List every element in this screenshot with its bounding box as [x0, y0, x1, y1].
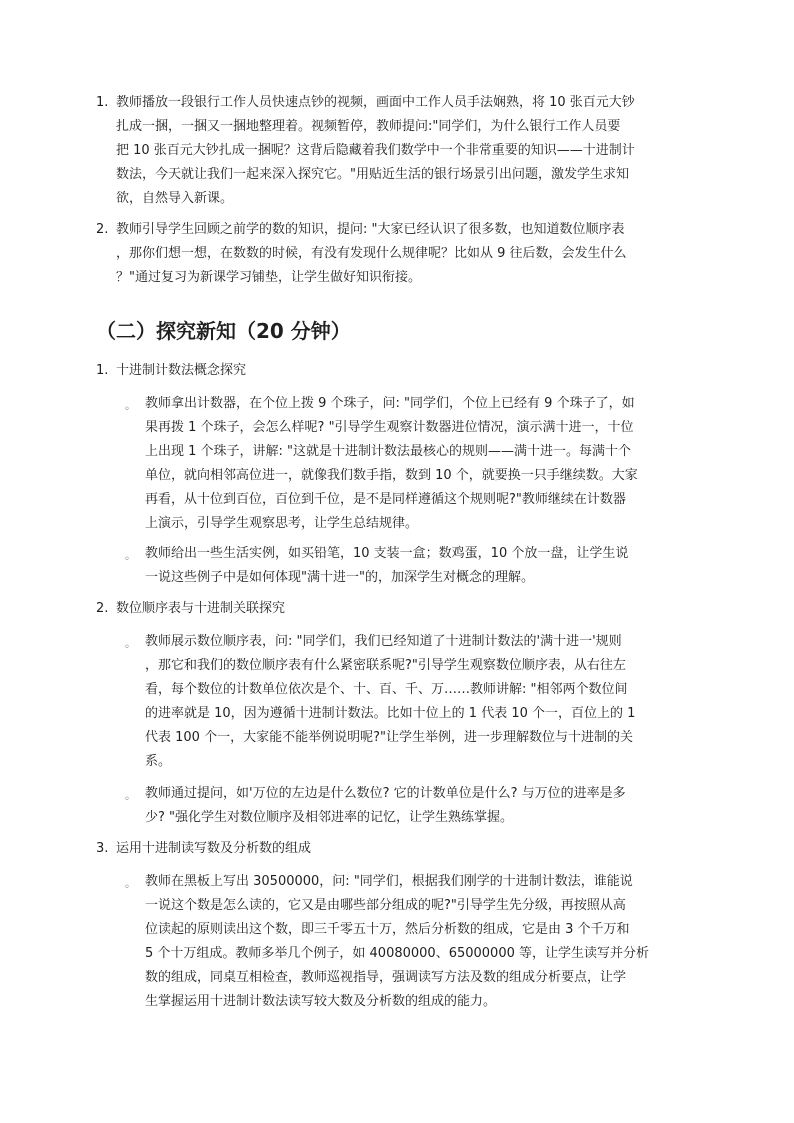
text-line: 数的组成，同桌互相检查，教师巡视指导，强调读写方法及数的组成分析要点，让学: [145, 970, 627, 985]
text-line: 教师在黑板上写出 30500000，问: "同学们，根据我们刚学的十进制计数法，谁能说: [145, 874, 633, 889]
section-title: 十进制计数法概念探究: [116, 363, 247, 378]
text-line: 位读起的原则读出这个数，即三千零五十万，然后分析数的组成，它是由 3 个千万和: [145, 922, 630, 937]
bullet-icon: ◦: [124, 404, 130, 415]
section-title: 数位顺序表与十进制关联探究: [116, 601, 286, 616]
text-line: 系。: [145, 754, 172, 769]
text-line: 少? "强化学生对数位顺序及相邻进率的记忆，让学生熟练掌握。: [145, 810, 514, 825]
text-line: 代表 100 个一，大家能不能举例说明呢?"让学生举例，进一步理解数位与十进制的关: [145, 730, 633, 745]
bullet-icon: ◦: [124, 642, 130, 653]
paragraph: [116, 91, 698, 211]
paragraph: [145, 630, 703, 774]
text-line: 5 个十万组成。教师多举几个例子，如 40080000、65000000 等，让学生读写并分析: [145, 946, 650, 961]
text-line: 教师播放一段银行工作人员快速点钞的视频，画面中工作人员手法娴熟，将 10 张百元大钞: [116, 95, 635, 110]
paragraph: [145, 782, 703, 830]
bullet-icon: ◦: [124, 554, 130, 565]
text-line: 教师引导学生回顾之前学的数的知识，提问: "大家已经认识了很多数，也知道数位顺序表: [116, 222, 625, 237]
bullet-icon: ◦: [124, 882, 130, 893]
list-number: 3.: [96, 841, 109, 856]
section-title: 运用十进制读写数及分析数的组成: [116, 841, 312, 856]
text-line: 扎成一捆，一捆又一捆地整理着。视频暂停，教师提问:"同学们，为什么银行工作人员要: [116, 119, 621, 134]
text-line: ，那它和我们的数位顺序表有什么紧密联系呢?"引导学生观察数位顺序表，从右往左: [145, 658, 626, 673]
paragraph: [145, 392, 703, 536]
list-number: 2.: [96, 222, 109, 237]
text-line: 把 10 张百元大钞扎成一捆呢？这背后隐藏着我们数学中一个非常重要的知识——十进制计: [116, 143, 635, 158]
text-line: 欲，自然导入新课。: [116, 191, 234, 206]
text-line: 的进率就是 10，因为遵循十进制计数法。比如十位上的 1 代表 10 个一，百位上的 1: [145, 706, 636, 721]
paragraph: [145, 542, 703, 590]
text-line: 上出现 1 个珠子，讲解: "这就是十进制计数法最核心的规则——满十进一。每满十个: [145, 444, 632, 459]
text-line: ？"通过复习为新课学习铺垫，让学生做好知识衔接。: [116, 270, 421, 285]
paragraph: [145, 870, 703, 1014]
text-line: 数法，今天就让我们一起来深入探究它。"用贴近生活的银行场景引出问题，激发学生求知: [116, 167, 629, 182]
text-line: 生掌握运用十进制计数法读写较大数及分析数的组成的能力。: [145, 994, 497, 1009]
text-line: ，那你们想一想，在数数的时候，有没有发现什么规律呢？比如从 9 往后数，会发生什么: [116, 246, 627, 261]
text-line: 教师拿出计数器，在个位上拨 9 个珠子，问: "同学们，个位上已经有 9 个珠子了，如: [145, 396, 635, 411]
text-line: 教师通过提问，如'万位的左边是什么数位? 它的计数单位是什么? 与万位的进率是多: [145, 786, 626, 801]
bullet-icon: ◦: [124, 794, 130, 805]
paragraph: [116, 218, 698, 290]
text-line: 看，每个数位的计数单位依次是个、十、百、千、万……教师讲解: "相邻两个数位间: [145, 682, 628, 697]
text-line: 教师给出一些生活实例，如买铅笔，10 支装一盒；数鸡蛋，10 个放一盘，让学生说: [145, 546, 629, 561]
text-line: 一说这些例子中是如何体现"满十进一"的，加深学生对概念的理解。: [145, 570, 534, 585]
list-number: 1.: [96, 363, 109, 378]
text-line: 上演示，引导学生观察思考，让学生总结规律。: [145, 516, 419, 531]
text-line: 教师展示数位顺序表，问: "同学们，我们已经知道了十进制计数法的'满十进一'规则: [145, 634, 622, 649]
text-line: 一说这个数是怎么读的，它又是由哪些部分组成的呢?"引导学生先分级，再按照从高: [145, 898, 626, 913]
text-line: 单位，就向相邻高位进一，就像我们数手指，数到 10 个，就要换一只手继续数。大家: [145, 468, 638, 483]
text-line: 果再拨 1 个珠子，会怎么样呢? "引导学生观察计数器进位情况，演示满十进一，十位: [145, 420, 634, 435]
list-number: 2.: [96, 601, 109, 616]
text-line: 再看，从十位到百位，百位到千位，是不是同样遵循这个规则呢?"教师继续在计数器: [145, 492, 626, 507]
list-number: 1.: [96, 95, 109, 110]
section-heading: （二）探究新知（20 分钟）: [96, 319, 351, 343]
